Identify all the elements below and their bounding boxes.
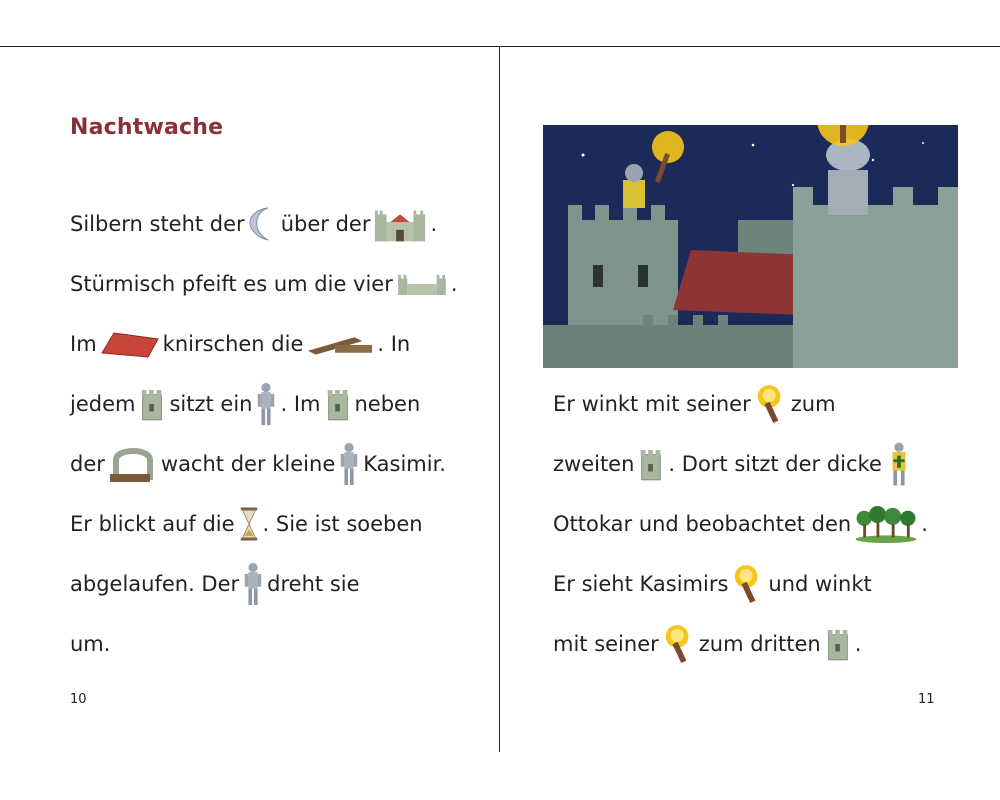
text: und winkt xyxy=(768,572,872,596)
text-line-3 xyxy=(70,322,410,366)
text: sitzt ein xyxy=(169,392,253,416)
text: neben xyxy=(354,392,421,416)
right-page xyxy=(500,47,1000,752)
torch-icon xyxy=(754,382,788,426)
text: . Dort sitzt der dicke xyxy=(668,452,882,476)
text: . xyxy=(430,212,438,236)
text-line-5 xyxy=(70,442,446,486)
knight-icon xyxy=(255,380,277,428)
text: . xyxy=(854,632,862,656)
text: der xyxy=(70,452,105,476)
text-line-1 xyxy=(70,202,437,246)
text-line-4 xyxy=(70,382,420,426)
towers-icon xyxy=(396,273,448,295)
text: über der xyxy=(280,212,371,236)
text: . Im xyxy=(280,392,321,416)
text-line-5 xyxy=(553,622,861,666)
text-line-7 xyxy=(70,562,360,606)
text: um. xyxy=(70,632,111,656)
text: Im xyxy=(70,332,97,356)
text: Er sieht Kasimirs xyxy=(553,572,729,596)
knight-yellow-icon xyxy=(885,439,913,489)
text: knirschen die xyxy=(162,332,304,356)
torch-icon xyxy=(731,562,765,606)
text: . xyxy=(921,512,928,536)
text-line-3 xyxy=(553,502,928,546)
text-line-4 xyxy=(553,562,872,606)
castle-icon xyxy=(373,204,427,244)
text-line-2 xyxy=(70,262,458,306)
tower-icon xyxy=(637,446,665,482)
gate-icon xyxy=(108,444,158,484)
text: jedem xyxy=(70,392,136,416)
text: Er winkt mit seiner xyxy=(553,392,751,416)
page-number: 10 xyxy=(70,692,87,707)
tower-icon xyxy=(138,386,166,422)
text: abgelaufen. Der xyxy=(70,572,240,596)
text: wacht der kleine xyxy=(160,452,336,476)
beams-icon xyxy=(306,331,374,357)
knight-icon xyxy=(338,440,360,488)
text: Kasimir. xyxy=(363,452,446,476)
roof-icon xyxy=(100,329,160,359)
left-page xyxy=(0,47,499,752)
text-line-6 xyxy=(70,502,423,546)
text: Stürmisch pfeift es um die vier xyxy=(70,272,393,296)
hourglass-icon xyxy=(238,505,260,543)
text: . Sie ist soeben xyxy=(262,512,423,536)
moon-icon xyxy=(248,205,278,243)
text: Silbern steht der xyxy=(70,212,245,236)
text: zweiten xyxy=(553,452,635,476)
text: zum dritten xyxy=(698,632,821,656)
text: . xyxy=(450,272,458,296)
text: zum xyxy=(790,392,836,416)
text: . In xyxy=(377,332,411,356)
text: dreht sie xyxy=(267,572,360,596)
text-line-1 xyxy=(553,382,836,426)
forest-icon xyxy=(854,505,918,543)
page-title: Nachtwache xyxy=(70,115,224,140)
text: Er blickt auf die xyxy=(70,512,235,536)
text: Ottokar und beobachtet den xyxy=(553,512,852,536)
text-line-8 xyxy=(70,622,110,666)
tower-icon xyxy=(824,626,852,662)
text: mit seiner xyxy=(553,632,659,656)
torch-icon xyxy=(662,622,696,666)
knight-icon xyxy=(242,560,264,608)
castle-night-illustration xyxy=(543,125,958,368)
tower-icon xyxy=(324,386,352,422)
page-number: 11 xyxy=(918,692,935,707)
text-line-2 xyxy=(553,442,916,486)
